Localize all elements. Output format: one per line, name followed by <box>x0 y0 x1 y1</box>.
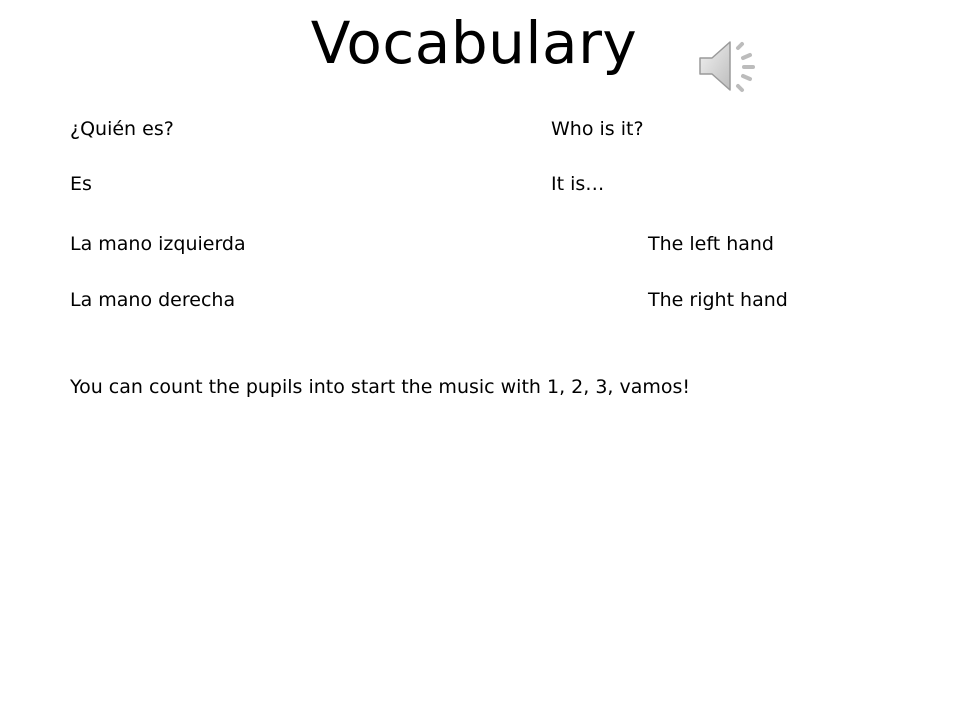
english-meaning: Who is it? <box>551 118 644 140</box>
spanish-term: ¿Quién es? <box>70 118 174 140</box>
speaker-icon[interactable] <box>696 34 764 98</box>
vocab-row <box>0 229 960 259</box>
english-meaning: It is… <box>551 173 605 195</box>
teacher-note: You can count the pupils into start the music with 1, 2, 3, vamos! <box>70 376 691 398</box>
spanish-term: La mano derecha <box>70 289 236 311</box>
slide-title: Vocabulary <box>310 9 638 77</box>
vocab-row <box>0 285 960 315</box>
spanish-term: Es <box>70 173 92 195</box>
english-meaning: The right hand <box>648 289 788 311</box>
vocab-row <box>0 114 960 144</box>
vocab-row <box>0 169 960 199</box>
spanish-term: La mano izquierda <box>70 233 246 255</box>
english-meaning: The left hand <box>648 233 774 255</box>
